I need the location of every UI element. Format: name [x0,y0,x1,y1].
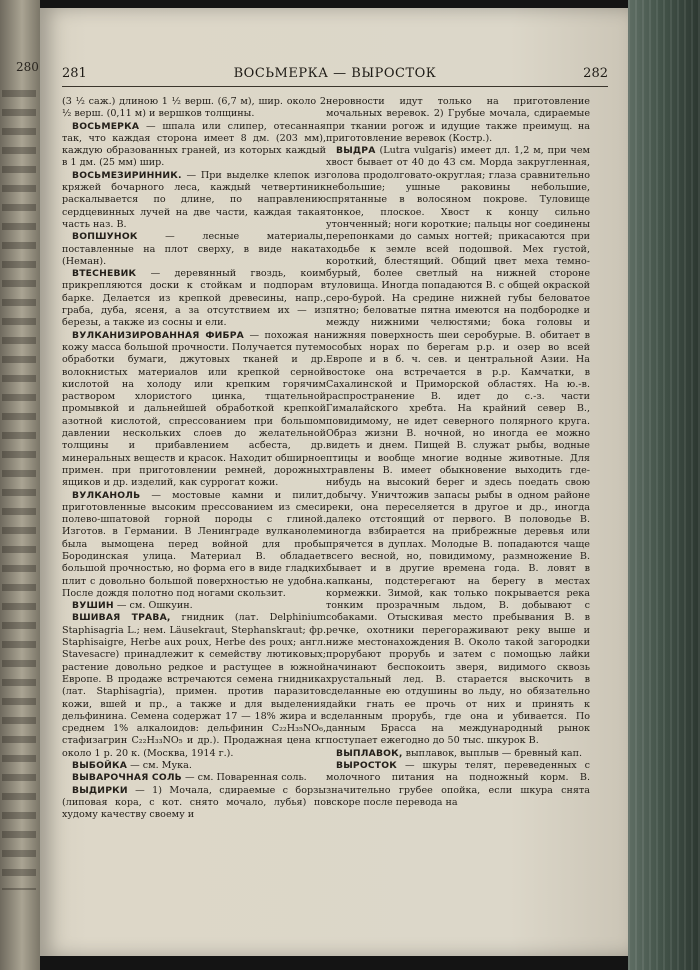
dictionary-entry [62,268,326,329]
entry-text: — При выделке клепок из кряжей бочарного леса, каждый четвертиник раскалывается по длине, по направлению сердцевинных лучей на две части, каждая такая часть наз. В. [62,169,326,230]
entry-headword: ВОСЬМЕЗИРИННИК. [72,169,182,181]
dictionary-entry [62,231,326,268]
dictionary-entry [62,612,326,760]
entry-headword: ВУЛКАНОЛЬ [72,489,141,501]
entry-headword: ВЫДРА [336,145,376,157]
entry-headword: ВЫВАРОЧНАЯ СОЛЬ [72,772,182,784]
dictionary-entry [62,785,326,822]
page-number-right: 282 [583,66,608,81]
dictionary-entry [62,760,326,772]
entry-headword: ВЫДИРКИ [72,784,128,796]
dictionary-entry [62,490,326,601]
book-spine [628,0,700,970]
entry-text: — 1) Мочала, сдираемые с борзы (липовая кора, с кот. снято мочало, лубья) по худому качеству своему и [62,784,326,821]
page-edges [628,0,700,970]
entry-text: — мостовые камни и пилит, приготовленные высоким прессованием из смеси полево-шпатовой горной породы с глиной. Изготов. в Германии. В Ленинграде вулканолем была вымощена перед войной для пробы Бородинская улица. Материал В. обладает большой прочностью, но форма его в виде гладких плит с довольно большой поверхностью не удобна. После дождя полотно под ногами скользит. [62,489,326,599]
entry-headword: ВУШИН [72,600,114,612]
dictionary-entry [326,145,590,748]
entry-text: неровности идут только на приготовление мочальных веревок. 2) Грубые мочала, сдираемые при ткании рогож и идущие также преимущ. на приготовление веревок (Костр.). [326,96,590,144]
book-page [40,8,628,956]
dictionary-entry [326,96,590,145]
dictionary-entry [62,170,326,231]
page-number-left: 281 [62,66,87,81]
entry-text: — см. Поваренная соль. [184,772,307,784]
entry-headword: ВУЛКАНИЗИРОВАННАЯ ФИБРА [72,329,244,341]
entry-text: гнидник (лат. Delphinium Staphisagria L.; нем. Läusekraut, Stephanskraut; фр. Staphisaigre, Herbe aux poux, Herbe des poux; англ. Stavesacre) принадлежит к семейству лютиковых; растение довольно редкое и растущее в южной Европе. В продаже встречаются семена гнидника (лат. Staphisagria), примен. против паразитов кожи, вшей и пр., а также и для выделения дельфинина. Семена содержат 17 — 18% жира и в среднем 1% алкалоидов: дельфинин C₂₂H₃₅NO₆, стафизагрин C₂₂H₃₃NO₅ и др.). Продажная цена кг около 1 р. 20 к. (Москва, 1914 г.). [62,612,326,759]
entry-headword: ВЫБОЙКА [72,760,128,772]
entry-headword: ВЫПЛАВОК, [336,747,403,759]
entry-headword: ВТЕСНЕВИК [72,268,137,280]
right-column [326,96,590,936]
entry-text: (Lutra vulgaris) имеет дл. 1,2 м, при чем хвост бывает от 40 до 43 см. Морда закругленная, голова продолговато-округлая; глаза сравнительно небольшие; ушные раковины небольшие, спрятанные в волосяном покрове. Туловище тонкое, плоское. Хвост к концу сильно утонченный; ноги короткие; пальцы ног соединены перепонками до самых ногтей; прикасаются при ходьбе к земле всей подошвой. Мех густой, короткий, блестящий. Общий цвет меха темно-бурый, более светлый на нижней стороне туловища. Иногда попадаются В. с общей окраской серо-бурой. На средине нижней губы беловатое пятно; беловатые пятна имеются на подбородке и между нижними челюстями; бока головы и нижняя поверхность шеи серобурые. В. обитает в особых норах по берегам р.р. и озер во всей Европе и в б. ч. сев. и центральной Азии. На востоке она встречается в р.р. Камчатки, в Сахалинской и Приморской областях. На ю.-в. распространение В. идет до с.-з. части Гималайского хребта. На крайний север В., повидимому, не идет северного полярного круга. Образ жизни В. ночной, но иногда ее можно видеть и днем. Пищей В. служат рыбы, водные птицы и вообще многие водные животные. Для травлены В. имеет обыкновение выходить где-нибудь на высокий берег и здесь поедать свою добычу. Уничтожив запасы рыбы в одном районе реки, она переселяется в другое и др., иногда далеко отстоящий от первого. В половодье В. иногда взбирается на прибрежные деревья или прячется в дуплах. Молодые В. попадаются чаще всего весной, но, повидимому, размножение В. бывает и в другие времена года. В. ловят в капканы, подстерегают на берегу в местах кормежки. Зимой, как только покрывается река тонким прозрачным льдом, В. добывают с собаками. Отыскивая место пребывания В. в речке, охотники перегораживают реку выше и ниже местонахождения В. Около такой загородки прорубают прорубь и затем с помощью лайки начинают беспокоить зверя, видимого сквозь хрустальный лед. В. старается выскочить в сделанные ею отдушины во льду, но обязательно дайки гнать ее прочь от них и принять к сделанным прорубь, где она и убивается. По данным Брасса на международный рынок поступает ежегодно до 50 тыс. шкурок В. [326,145,590,747]
entry-text: выплавок, выплыв — бревный кап. [405,747,583,759]
dictionary-entry [326,748,590,760]
entry-text: — см. Мука. [130,760,192,772]
entry-text: — см. Ошкуин. [116,600,193,612]
dictionary-entry [326,760,590,809]
previous-page-text [2,90,36,890]
entry-headword: ВОСЬМЕРКА [72,120,140,132]
entry-text: (3 ½ сaж.) длиною 1 ½ верш. (6,7 м), шир. около 2 ½ верш. (0,11 м) и вершков толщины. [62,96,326,120]
entry-text: — деревянный гвоздь, коим прикрепляются доски к стойкам и подпорам в барке. Делается из крепкой древесины, напр., граба, дуба, ясеня, а за отсутствием их — из березы, а также из сосны и ели. [62,268,326,329]
entry-text: — лесные материалы, поставленные на плот сверху, в виде наката (Неман). [62,231,326,267]
dictionary-entry [62,772,326,784]
entry-text: — похожая на кожу масса большой прочности. Получается путем обработки бумаги, джутовых тканей и др. волокнистых материалов или крепкой серной кислотой на холоду или крепким горячим раствором хлористого цинка, тщательной промывкой и дальнейшей обработкой крепкой азотной кислотой, спрессованием при большом давлении нескольких слоев до желательной толщины и прибавлением асбеста, др. минеральных веществ и красок. Находит обширное примен. при приготовлении ремней, дорожных ящиков и др. изделий, как суррогат кожи. [62,329,326,489]
page-title: ВОСЬМЕРКА — ВЫРОСТОК [233,66,437,81]
previous-page-edge [0,0,40,970]
entry-headword: ВШИВАЯ ТРАВА, [72,612,171,624]
running-header [62,64,608,87]
entry-headword: ВЫРОСТОК [336,760,397,772]
entry-headword: ВОПШУНОК [72,231,138,243]
dictionary-entry [62,600,326,612]
left-column [62,96,326,936]
dictionary-entry [62,330,326,490]
dictionary-entry [62,96,326,121]
dictionary-entry [62,121,326,170]
entry-text: — шпала или слипер, отесанная так, что каждая сторона имеет 8 дм. (203 мм), каждую образованных граней, из которых каждый в 1 дм. (25 мм) шир. [62,120,326,169]
previous-page-number: 280 [16,60,39,74]
entry-text: — шкуры телят, переведенных с молочного питания на подножный корм. В. значительно грубее опойка, если шкура снята вскоре после перевода на [326,760,590,808]
